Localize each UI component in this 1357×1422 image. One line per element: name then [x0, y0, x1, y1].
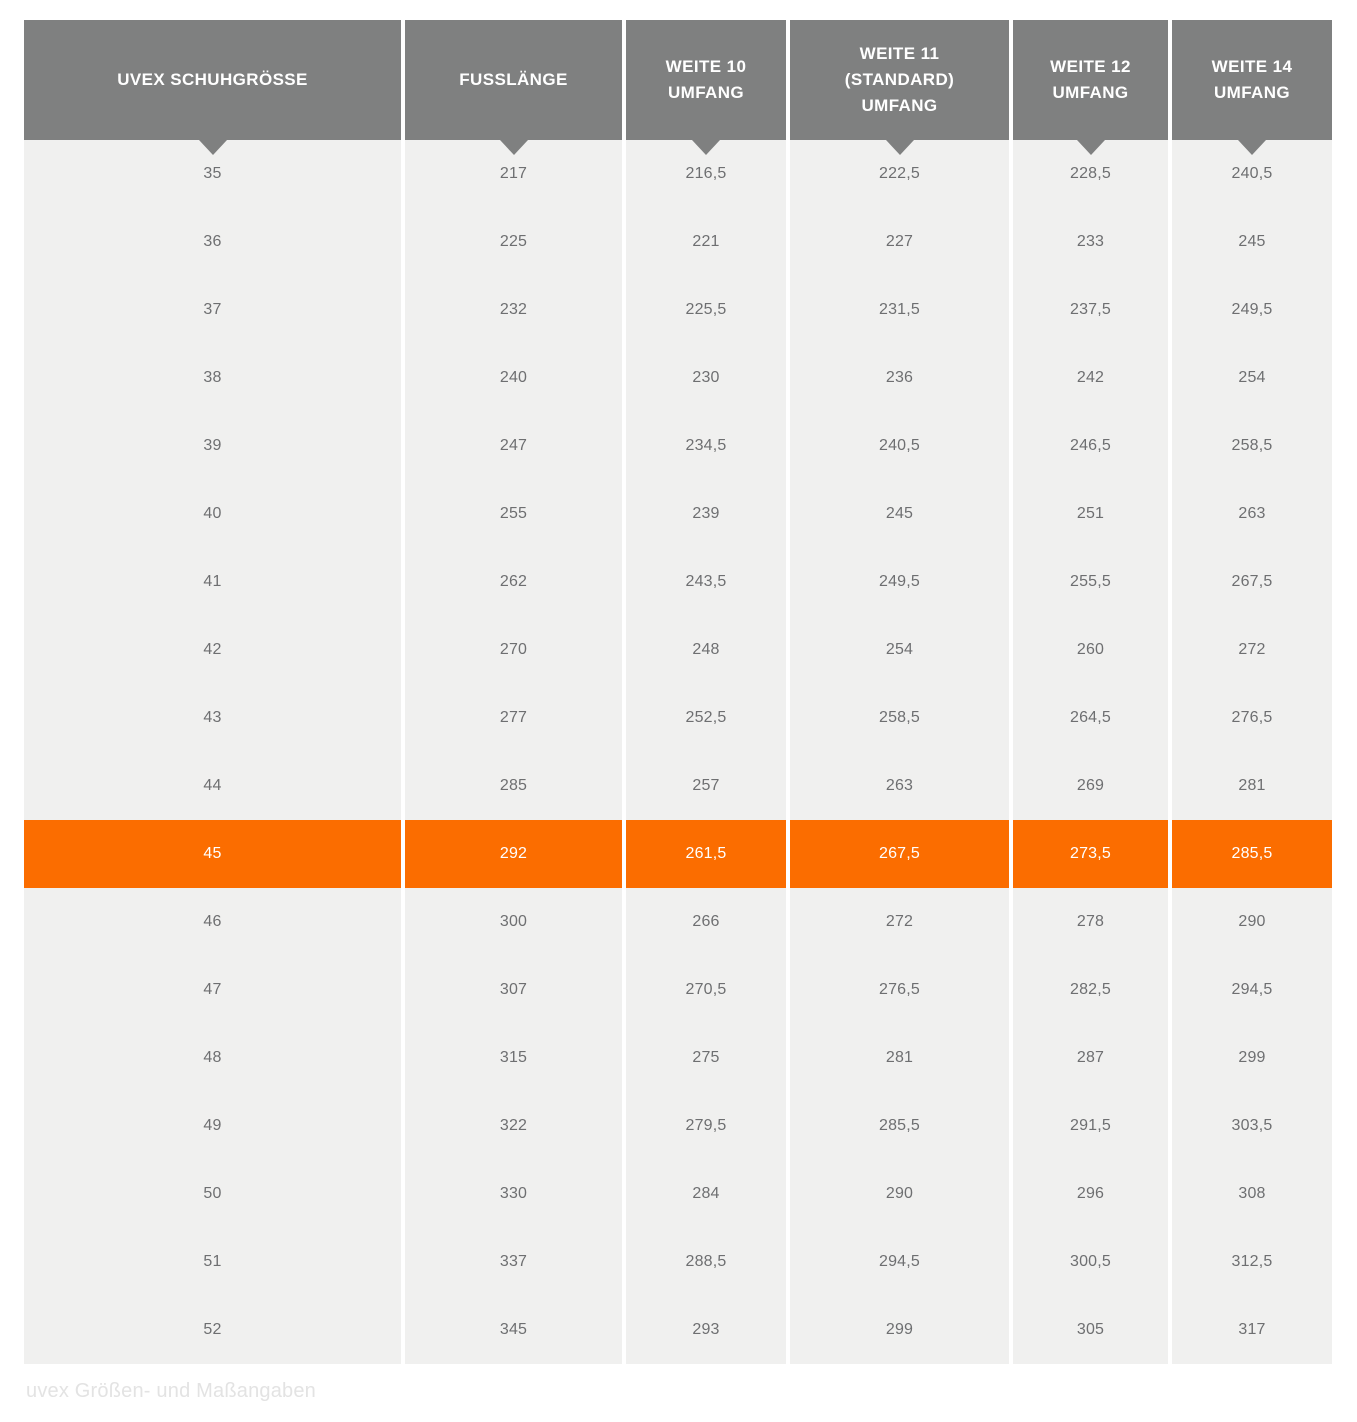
table-row[interactable]	[24, 684, 1332, 752]
table-cell: 307	[405, 956, 622, 1024]
arrow-down-icon	[886, 140, 914, 155]
header-cell	[1013, 20, 1168, 140]
table-row[interactable]	[24, 1024, 1332, 1092]
table-cell: 252,5	[626, 684, 786, 752]
table-row[interactable]	[24, 956, 1332, 1024]
table-cell: 267,5	[1172, 548, 1332, 616]
header-cell	[24, 20, 401, 140]
table-cell: 49	[24, 1092, 401, 1160]
table-cell: 291,5	[1013, 1092, 1168, 1160]
table-cell: 276,5	[1172, 684, 1332, 752]
table-cell: 303,5	[1172, 1092, 1332, 1160]
table-row[interactable]	[24, 1092, 1332, 1160]
table-cell: 278	[1013, 888, 1168, 956]
table-cell: 248	[626, 616, 786, 684]
table-cell: 249,5	[790, 548, 1009, 616]
table-cell: 37	[24, 276, 401, 344]
table-row[interactable]	[24, 480, 1332, 548]
table-cell: 305	[1013, 1296, 1168, 1364]
table-cell: 299	[1172, 1024, 1332, 1092]
table-cell: 272	[1172, 616, 1332, 684]
table-cell: 262	[405, 548, 622, 616]
table-cell: 44	[24, 752, 401, 820]
header-cell	[626, 20, 786, 140]
table-cell: 296	[1013, 1160, 1168, 1228]
table-cell: 261,5	[626, 820, 786, 888]
header-label-line: UMFANG	[667, 83, 745, 102]
table-cell: 50	[24, 1160, 401, 1228]
table-cell: 258,5	[1172, 412, 1332, 480]
table-cell: 227	[790, 208, 1009, 276]
table-row[interactable]	[24, 1160, 1332, 1228]
table-cell: 312,5	[1172, 1228, 1332, 1296]
table-cell: 234,5	[626, 412, 786, 480]
header-label-line: FUSSLÄNGE	[459, 70, 568, 89]
table-cell: 35	[24, 140, 401, 208]
table-row[interactable]	[24, 616, 1332, 684]
table-cell: 285,5	[1172, 820, 1332, 888]
table-row[interactable]	[24, 344, 1332, 412]
table-cell: 254	[790, 616, 1009, 684]
table-cell: 245	[790, 480, 1009, 548]
table-cell: 281	[790, 1024, 1009, 1092]
table-cell: 239	[626, 480, 786, 548]
table-cell: 233	[1013, 208, 1168, 276]
table-cell: 228,5	[1013, 140, 1168, 208]
header-cell	[1172, 20, 1332, 140]
table-body	[24, 140, 1332, 1364]
table-cell: 294,5	[790, 1228, 1009, 1296]
table-cell: 330	[405, 1160, 622, 1228]
table-cell: 293	[626, 1296, 786, 1364]
table-cell: 39	[24, 412, 401, 480]
header-label-line: (STANDARD)	[844, 70, 955, 89]
table-cell: 242	[1013, 344, 1168, 412]
table-cell: 46	[24, 888, 401, 956]
table-cell: 299	[790, 1296, 1009, 1364]
arrow-down-icon	[692, 140, 720, 155]
size-table	[24, 20, 1332, 1364]
table-cell: 264,5	[1013, 684, 1168, 752]
table-cell: 315	[405, 1024, 622, 1092]
header-label-line: WEITE 14	[1211, 57, 1293, 76]
table-cell: 255,5	[1013, 548, 1168, 616]
table-cell: 240,5	[1172, 140, 1332, 208]
table-cell: 45	[24, 820, 401, 888]
table-cell: 287	[1013, 1024, 1168, 1092]
table-cell: 240,5	[790, 412, 1009, 480]
table-cell: 38	[24, 344, 401, 412]
table-cell: 337	[405, 1228, 622, 1296]
table-cell: 285,5	[790, 1092, 1009, 1160]
table-cell: 225,5	[626, 276, 786, 344]
table-cell: 275	[626, 1024, 786, 1092]
table-cell: 40	[24, 480, 401, 548]
table-cell: 42	[24, 616, 401, 684]
header-label-line: WEITE 10	[665, 57, 747, 76]
table-cell: 41	[24, 548, 401, 616]
table-cell: 221	[626, 208, 786, 276]
table-row[interactable]	[24, 1228, 1332, 1296]
table-cell: 36	[24, 208, 401, 276]
table-cell: 279,5	[626, 1092, 786, 1160]
table-caption: uvex Größen- und Maßangaben	[26, 1380, 317, 1402]
table-cell: 292	[405, 820, 622, 888]
table-cell: 232	[405, 276, 622, 344]
table-row[interactable]	[24, 1296, 1332, 1364]
table-cell: 255	[405, 480, 622, 548]
table-cell: 47	[24, 956, 401, 1024]
table-cell: 251	[1013, 480, 1168, 548]
table-cell: 230	[626, 344, 786, 412]
table-row[interactable]	[24, 752, 1332, 820]
header-label-line: UMFANG	[861, 96, 938, 115]
table-cell: 247	[405, 412, 622, 480]
arrow-down-icon	[500, 140, 528, 155]
header-label-line: UMFANG	[1213, 83, 1291, 102]
table-cell: 281	[1172, 752, 1332, 820]
table-cell: 290	[790, 1160, 1009, 1228]
table-cell: 317	[1172, 1296, 1332, 1364]
table-header-row	[24, 20, 1332, 140]
table-cell: 260	[1013, 616, 1168, 684]
table-cell: 52	[24, 1296, 401, 1364]
table-cell: 236	[790, 344, 1009, 412]
table-cell: 276,5	[790, 956, 1009, 1024]
table-cell: 270,5	[626, 956, 786, 1024]
table-cell: 282,5	[1013, 956, 1168, 1024]
table-cell: 222,5	[790, 140, 1009, 208]
table-cell: 258,5	[790, 684, 1009, 752]
table-cell: 294,5	[1172, 956, 1332, 1024]
arrow-down-icon	[1077, 140, 1105, 155]
table-row[interactable]	[24, 548, 1332, 616]
table-cell: 345	[405, 1296, 622, 1364]
table-cell: 290	[1172, 888, 1332, 956]
table-cell: 48	[24, 1024, 401, 1092]
table-cell: 217	[405, 140, 622, 208]
table-row[interactable]	[24, 412, 1332, 480]
table-cell: 245	[1172, 208, 1332, 276]
table-cell: 266	[626, 888, 786, 956]
header-label-line: UVEX SCHUHGRÖSSE	[117, 70, 308, 89]
table-row[interactable]	[24, 208, 1332, 276]
header-label-line: WEITE 11	[859, 44, 940, 63]
table-cell: 263	[790, 752, 1009, 820]
table-cell: 243,5	[626, 548, 786, 616]
table-cell: 273,5	[1013, 820, 1168, 888]
table-cell: 231,5	[790, 276, 1009, 344]
table-cell: 246,5	[1013, 412, 1168, 480]
table-cell: 51	[24, 1228, 401, 1296]
table-row-highlighted[interactable]	[24, 820, 1332, 888]
table-cell: 285	[405, 752, 622, 820]
table-cell: 225	[405, 208, 622, 276]
table-cell: 269	[1013, 752, 1168, 820]
table-cell: 272	[790, 888, 1009, 956]
table-cell: 267,5	[790, 820, 1009, 888]
arrow-down-icon	[1238, 140, 1266, 155]
table-cell: 300,5	[1013, 1228, 1168, 1296]
header-cell	[405, 20, 622, 140]
table-row[interactable]	[24, 276, 1332, 344]
table-cell: 308	[1172, 1160, 1332, 1228]
table-cell: 237,5	[1013, 276, 1168, 344]
table-cell: 263	[1172, 480, 1332, 548]
table-cell: 270	[405, 616, 622, 684]
table-cell: 284	[626, 1160, 786, 1228]
table-row[interactable]	[24, 888, 1332, 956]
arrow-down-icon	[199, 140, 227, 155]
table-cell: 300	[405, 888, 622, 956]
table-cell: 249,5	[1172, 276, 1332, 344]
table-cell: 322	[405, 1092, 622, 1160]
header-label-line: WEITE 12	[1050, 57, 1131, 76]
table-cell: 240	[405, 344, 622, 412]
header-label-line: UMFANG	[1052, 83, 1129, 102]
table-cell: 288,5	[626, 1228, 786, 1296]
table-cell: 43	[24, 684, 401, 752]
header-cell	[790, 20, 1009, 140]
table-cell: 257	[626, 752, 786, 820]
table-cell: 254	[1172, 344, 1332, 412]
table-cell: 277	[405, 684, 622, 752]
table-cell: 216,5	[626, 140, 786, 208]
